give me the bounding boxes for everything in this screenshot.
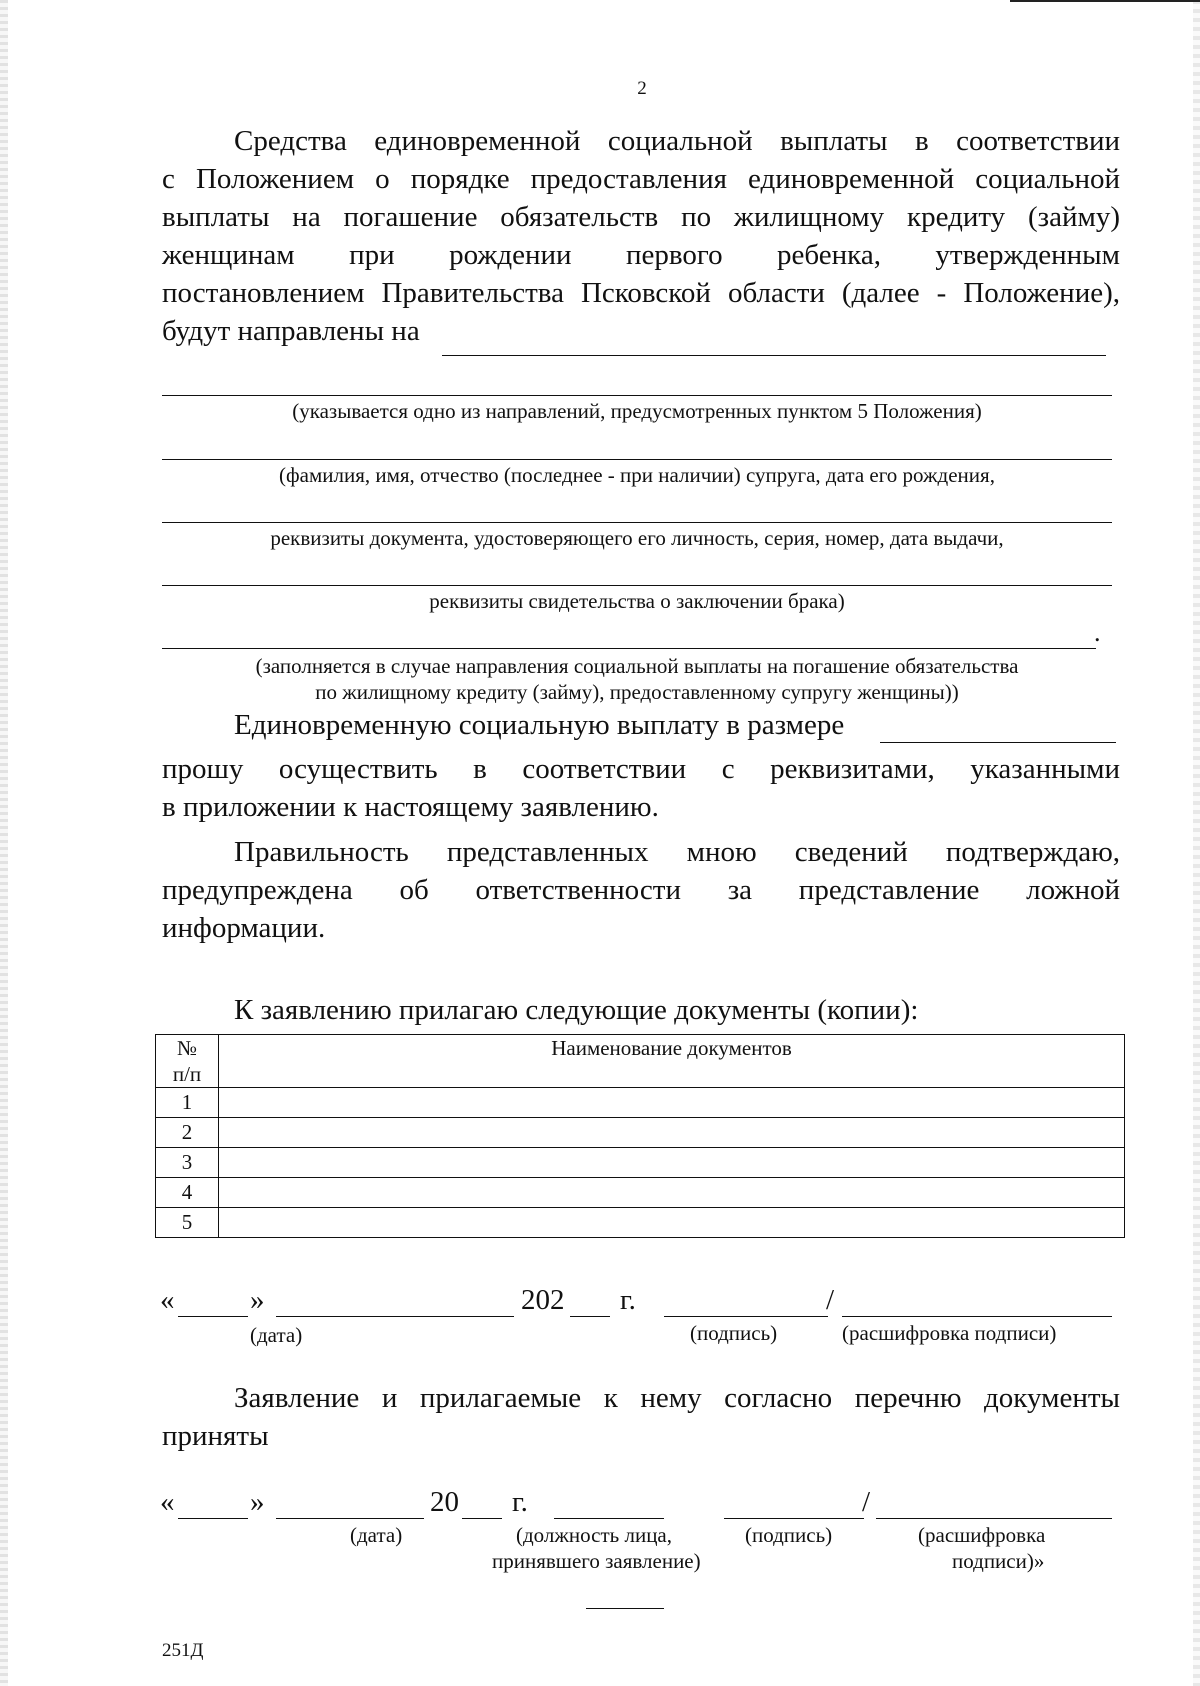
paragraph-line: будут направлены на	[162, 315, 420, 347]
direction-fill-line[interactable]	[442, 355, 1106, 356]
signature-fill-line-2[interactable]	[724, 1518, 864, 1519]
paragraph-line: Правильность представленных мною сведений подтверждаю,	[234, 836, 1120, 868]
date-quote-close-2: »	[250, 1486, 265, 1518]
date-quote-open: «	[160, 1284, 175, 1316]
table-row	[156, 1178, 1125, 1208]
top-rule	[1010, 0, 1200, 2]
header-number-symbol: №	[176, 1036, 198, 1060]
label-position-2: принявшего заявление)	[492, 1549, 701, 1573]
label-decode-2: подписи)»	[952, 1549, 1045, 1573]
doc-name-cell[interactable]	[219, 1118, 1125, 1148]
caption-fill-case-2: по жилищному кредиту (займу), предоставленному супругу женщины))	[315, 680, 959, 704]
caption-marriage: реквизиты свидетельства о заключении брака)	[429, 589, 845, 613]
label-signature: (подпись)	[690, 1321, 778, 1345]
paragraph-funds-direction	[162, 122, 1120, 350]
table-row	[156, 1208, 1125, 1238]
footer-code: 251Д	[162, 1640, 204, 1661]
position-fill-line[interactable]	[554, 1518, 664, 1519]
signature-decode-fill-line[interactable]	[842, 1316, 1112, 1317]
signature-fill-line[interactable]	[664, 1316, 828, 1317]
label-signature-2: (подпись)	[745, 1523, 833, 1547]
date-quote-close: »	[250, 1284, 265, 1316]
scan-edge-right	[1193, 0, 1200, 1686]
paragraph-payment	[162, 750, 1120, 826]
header-doc-name: Наименование документов	[219, 1035, 1125, 1088]
payment-amount-fill-line[interactable]	[880, 742, 1116, 743]
row-number: 3	[156, 1148, 219, 1178]
date-quote-open-2: «	[160, 1486, 175, 1518]
spouse-case-fill-line[interactable]	[162, 648, 1096, 649]
spouse-doc-fill-line[interactable]	[162, 522, 1112, 523]
header-number	[156, 1035, 219, 1088]
header-number-abbr: п/п	[172, 1062, 202, 1086]
month-fill-line[interactable]	[276, 1316, 514, 1317]
doc-name-cell[interactable]	[219, 1088, 1125, 1118]
day-fill-line-2[interactable]	[178, 1518, 248, 1519]
year-fill-line[interactable]	[570, 1316, 610, 1317]
end-divider	[586, 1608, 664, 1609]
paragraph-line: предупреждена об ответственности за представление ложной	[162, 874, 1120, 906]
day-fill-line[interactable]	[178, 1316, 248, 1317]
label-date: (дата)	[250, 1323, 303, 1347]
paragraph-acceptance	[162, 1379, 1120, 1455]
paragraph-line: прошу осуществить в соответствии с реквизитами, указанными	[162, 753, 1120, 785]
paragraph-line: выплаты на погашение обязательств по жилищному кредиту (займу)	[162, 201, 1120, 233]
marriage-fill-line[interactable]	[162, 585, 1112, 586]
spouse-name-fill-line[interactable]	[162, 459, 1112, 460]
paragraph-confirmation	[162, 833, 1120, 947]
year-suffix: г.	[620, 1284, 636, 1316]
signature-slash-2: /	[862, 1486, 871, 1518]
table-row	[156, 1148, 1125, 1178]
caption-spouse-doc: реквизиты документа, удостоверяющего его личность, серия, номер, дата выдачи,	[270, 526, 1004, 550]
payment-amount-label: Единовременную социальную выплату в размере	[234, 709, 845, 741]
year-suffix-2: г.	[512, 1486, 528, 1518]
label-date-2: (дата)	[350, 1523, 403, 1547]
page-number: 2	[637, 78, 647, 99]
label-decode-1: (расшифровка	[918, 1523, 1046, 1547]
paragraph-line: женщинам при рождении первого ребенка, утвержденным	[162, 239, 1120, 271]
row-number: 5	[156, 1208, 219, 1238]
paragraph-line: в приложении к настоящему заявлению.	[162, 791, 659, 823]
table-row	[156, 1118, 1125, 1148]
year-fill-line-2[interactable]	[462, 1518, 502, 1519]
doc-name-cell[interactable]	[219, 1208, 1125, 1238]
signature-slash: /	[826, 1284, 835, 1316]
row-number: 1	[156, 1088, 219, 1118]
paragraph-line: с Положением о порядке предоставления единовременной социальной	[162, 163, 1120, 195]
caption-fill-case-1: (заполняется в случае направления социальной выплаты на погашение обязательства	[255, 654, 1019, 678]
table-header-row	[156, 1035, 1125, 1088]
table-row	[156, 1088, 1125, 1118]
signature-decode-fill-line-2[interactable]	[876, 1518, 1112, 1519]
doc-name-cell[interactable]	[219, 1148, 1125, 1178]
scan-edge-left	[0, 0, 8, 1686]
paragraph-line: постановлением Правительства Псковской области (далее - Положение),	[162, 277, 1120, 309]
row-number: 4	[156, 1178, 219, 1208]
period-mark: .	[1094, 618, 1101, 647]
direction-fill-line-2[interactable]	[162, 395, 1112, 396]
row-number: 2	[156, 1118, 219, 1148]
month-fill-line-2[interactable]	[276, 1518, 424, 1519]
paragraph-line: приняты	[162, 1420, 269, 1452]
attachments-table	[155, 1034, 1125, 1238]
label-position-1: (должность лица,	[516, 1523, 673, 1547]
paragraph-line: Заявление и прилагаемые к нему согласно перечню документы	[234, 1382, 1120, 1414]
label-signature-decode: (расшифровка подписи)	[842, 1321, 1057, 1345]
paragraph-line: информации.	[162, 912, 326, 944]
year-prefix-2: 20	[430, 1486, 459, 1518]
doc-name-cell[interactable]	[219, 1178, 1125, 1208]
caption-direction: (указывается одно из направлений, предусмотренных пунктом 5 Положения)	[292, 399, 982, 423]
year-prefix: 202	[521, 1284, 565, 1316]
caption-spouse-name: (фамилия, имя, отчество (последнее - при наличии) супруга, дата его рождения,	[279, 463, 995, 487]
attachments-intro: К заявлению прилагаю следующие документы (копии):	[234, 994, 919, 1026]
paragraph-line: Средства единовременной социальной выплаты в соответствии	[234, 125, 1120, 157]
